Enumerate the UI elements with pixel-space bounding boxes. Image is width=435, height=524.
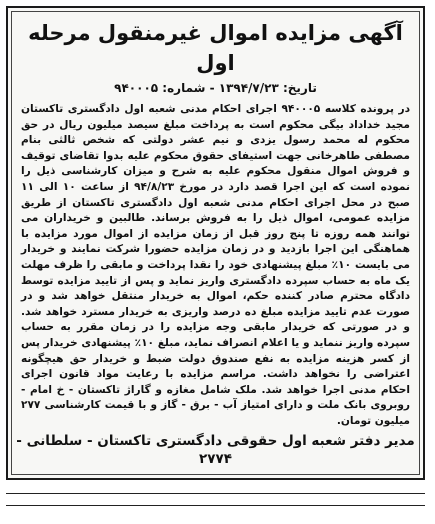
notice-title: آگهی مزایده اموال غیرمنقول مرحله اول: [28, 21, 403, 75]
notice-body: در پرونده کلاسه ۹۴۰۰۰۵ اجرای احکام مدنی شعبه اول دادگستری تاکستان مجید خداداد بیگی محکوم است به پرداخت مبلغ سیصد میلیون ریال در حق محکوم له محمد رسول یزدی و نیم عشر دولتی که شخص ثالثی بنام مصطفی طاهرخانی جهت استیفای حقوق محکوم علیه بدوا تقاضای توقیف و فروش اموال منقول محکوم علیه به شرح و میزان کارشناسی ذیل را نموده است که این اجرا قصد دارد در مورخ ۹۴/۸/۲۳ از ساعت ۱۰ الی ۱۱ صبح در محل اجرای احکام مدنی شعبه اول دادگستری تاکستان از طریق مزایده عمومی، اموال ذیل را به فروش برساند. طالبین و خریداران می توانند همه روزه تا پنج روز قبل از زمان مزایده از اموال مورد مزایده با هماهنگی این اجرا بازدید و در زمان مزایده حضورا شرکت نمایند و خریدار می بایست ۱۰٪ مبلغ پیشنهادی خود را نقدا پرداخت و مابقی را ظرف مهلت یک ماه به حساب سپرده دادگستری واریز نماید و پس از تایید مزایده توسط دادگاه محترم صادر کننده حکم، اموال به خریدار منتقل خواهد شد و در صورت عدم تایید مزایده مبلغ ده درصد واریزی به خریدار مسترد خواهد شد. و در صورتی که خریدار مابقی وجه مزایده را در زمان مقرر به حساب سپرده واریز ننماید و یا اعلام انصراف نماید، مبلغ ۱۰٪ پیشنهادی خریدار پس از کسر هزینه مزایده به نفع صندوق دولت ضبط و خریدار حق هیچگونه اعتراضی را نخواهد داشت. مراسم مزایده با رعایت مواد قانون اجرای احکام مدنی اجرا خواهد شد. ملک شامل مغازه و گاراژ تاکستان - خ امام - روبروی بانک ملت و دارای امتیاز آب - برق - گاز و با قیمت کارشناسی ۲۷۷ میلیون تومان.: [21, 103, 411, 427]
page-divider: [6, 493, 425, 494]
notice-inner-frame: [11, 11, 420, 475]
page-divider: [6, 505, 425, 506]
auction-notice: [6, 6, 425, 480]
notice-date-number: تاریخ: ۱۳۹۴/۷/۲۳ - شماره: ۹۴۰۰۰۵: [114, 81, 317, 95]
notice-signature: مدیر دفتر شعبه اول حقوقی دادگستری تاکستان - سلطانی - ۲۷۷۴: [16, 433, 415, 467]
